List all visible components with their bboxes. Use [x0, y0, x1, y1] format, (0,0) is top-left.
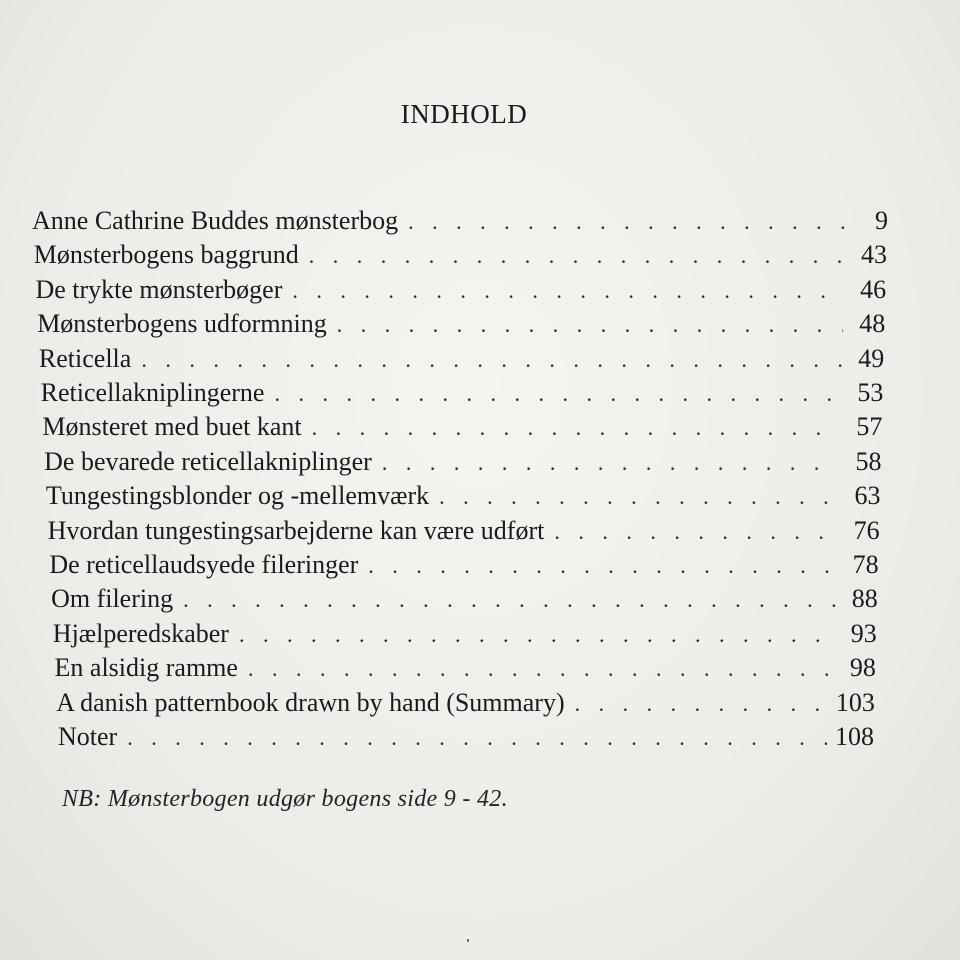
toc-entry-title: Reticellakniplingerne	[40, 378, 265, 407]
toc-entry-title: Anne Cathrine Buddes mønsterbog	[32, 206, 399, 235]
toc-leader-dots	[337, 312, 843, 338]
toc-entry-title: Mønsterbogens udformning	[37, 309, 327, 339]
toc-entry-page: 9	[875, 206, 888, 235]
toc-entry	[48, 516, 880, 550]
toc-entry	[53, 619, 877, 653]
toc-entry	[41, 378, 884, 412]
toc-leader-dots	[439, 484, 838, 510]
toc-leader-dots	[575, 691, 828, 717]
toc-entry	[35, 275, 886, 309]
toc-entry	[39, 344, 884, 378]
toc-entry-title: Tungestingsblonder og -mellemværk	[45, 481, 430, 511]
toc-leader-dots	[274, 381, 841, 407]
toc-entry-title: Mønsteret med buet kant	[42, 412, 302, 442]
toc-entry	[49, 550, 878, 584]
toc-leader-dots	[382, 450, 840, 476]
toc-entry	[58, 722, 874, 756]
toc-entry-title: Om filering	[51, 584, 174, 614]
toc-entry-title: De bevarede reticellakniplinger	[44, 446, 372, 476]
toc-entry	[37, 309, 885, 343]
toc-leader-dots	[248, 656, 834, 682]
toc-leader-dots	[141, 347, 842, 373]
toc-entry-page: 78	[852, 550, 879, 579]
toc-entry-title: Reticella	[38, 343, 132, 373]
toc-leader-dots	[554, 519, 837, 545]
toc-entry-page: 63	[854, 481, 881, 511]
toc-entry-page: 43	[861, 240, 888, 270]
toc-leader-dots	[292, 278, 844, 304]
toc-entry-title: De trykte mønsterbøger	[35, 274, 283, 304]
page-title: INDHOLD	[400, 99, 528, 129]
toc-entry-page: 58	[855, 446, 882, 476]
toc-entry	[32, 206, 888, 240]
toc-entry-page: 49	[858, 343, 885, 373]
toc-entry	[42, 412, 882, 446]
toc-entry-page: 76	[853, 515, 880, 545]
toc-entry-page: 57	[856, 412, 883, 442]
toc-entry-page: 108	[835, 722, 874, 751]
toc-entry-title: Hjælperedskaber	[52, 618, 229, 648]
toc-leader-dots	[183, 587, 836, 613]
toc-entry-title: De reticellaudsyede fileringer	[49, 550, 359, 579]
toc-entry	[34, 240, 887, 274]
toc-entry	[56, 688, 875, 722]
toc-entry-page: 103	[835, 687, 875, 717]
toc-entry-page: 46	[860, 274, 887, 304]
toc-entry-title: En alsidig ramme	[54, 653, 238, 683]
toc-entry-page: 93	[850, 618, 877, 648]
page-speck	[467, 939, 469, 942]
toc-entry-page: 88	[851, 584, 878, 614]
toc-entry	[44, 447, 881, 481]
toc-entry	[46, 481, 881, 515]
toc-entry	[51, 584, 878, 618]
toc-entry	[55, 653, 876, 687]
toc-leader-dots	[239, 622, 835, 648]
toc-entry-page: 98	[849, 653, 876, 683]
toc-leader-dots	[408, 209, 846, 235]
toc-leader-dots	[312, 415, 841, 441]
toc-entry-title: Mønsterbogens baggrund	[33, 240, 299, 270]
footnote: NB: Mønsterbogen udgør bogens side 9 - 42.	[62, 786, 508, 812]
toc-entry-page: 53	[857, 378, 884, 407]
toc-leader-dots	[309, 243, 845, 269]
toc-leader-dots	[368, 553, 836, 579]
toc-entry-page: 48	[859, 309, 886, 339]
toc-leader-dots	[127, 725, 827, 751]
toc-entry-title: A danish patternbook drawn by hand (Summary)	[56, 687, 565, 717]
toc-entry-title: Noter	[58, 722, 118, 751]
toc-entry-title: Hvordan tungestingsarbejderne kan være udført	[47, 515, 545, 545]
